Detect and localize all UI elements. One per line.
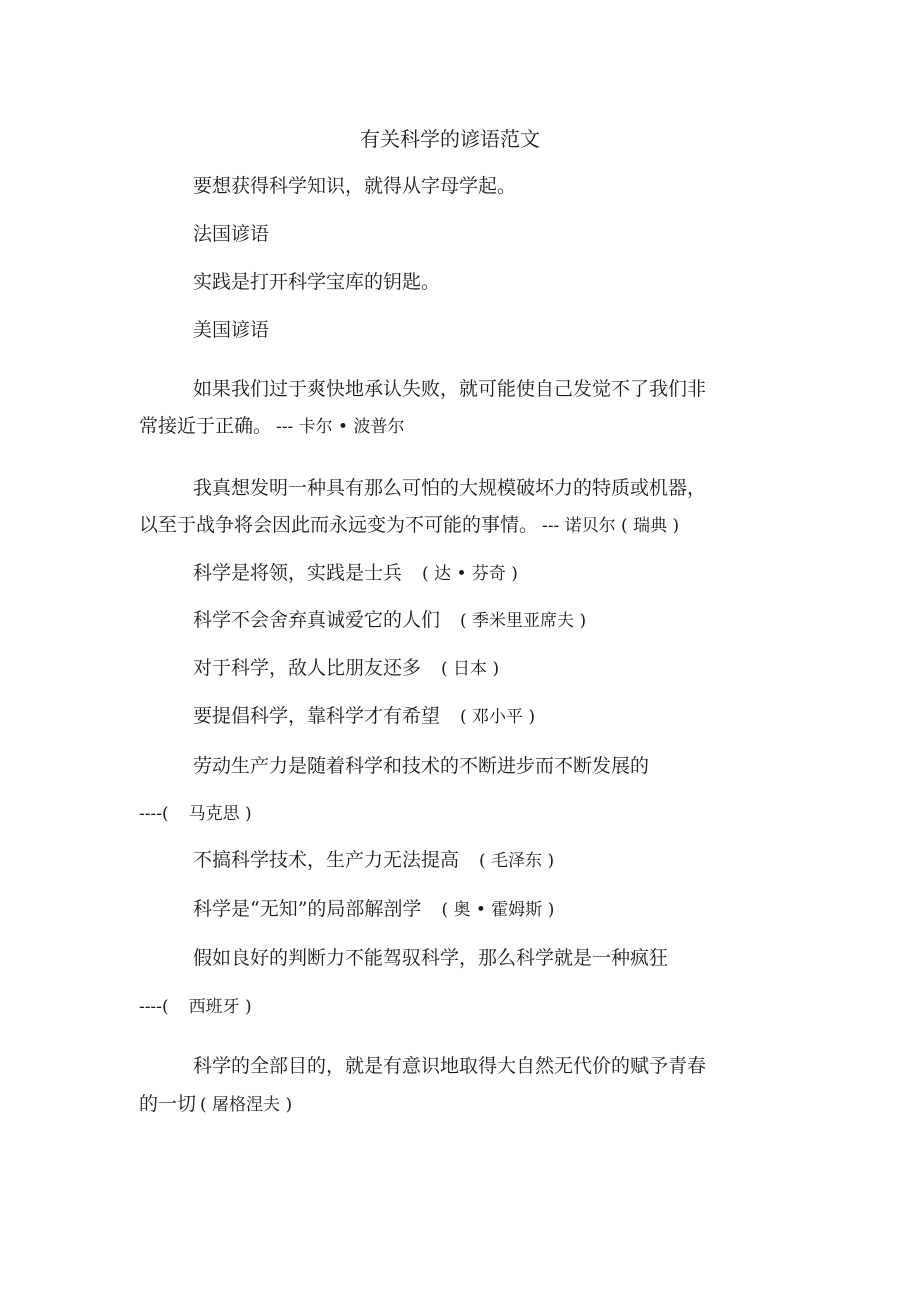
proverb-source: 法国谚语: [193, 223, 270, 245]
quote-attribution: [139, 992, 252, 1021]
attribution-dash: ----(: [139, 997, 169, 1017]
quote-text: 科学是将领，实践是士兵: [193, 562, 403, 584]
quote-line-2: [139, 511, 679, 540]
quote-text: 的一切: [139, 1093, 197, 1115]
quote-line-2: [139, 1090, 292, 1119]
quote-author: ( 毛泽东 ): [479, 851, 555, 871]
quote-line-1: 我真想发明一种具有那么可怕的大规模破坏力的特质或机器，: [193, 477, 707, 499]
proverb-text: 实践是打开科学宝库的钥匙。: [193, 271, 441, 293]
proverb-line: [193, 846, 554, 875]
proverb-line: [193, 654, 499, 683]
proverb-line: [193, 702, 535, 731]
proverb-text: 要想获得科学知识，就得从字母学起。: [193, 175, 517, 197]
proverb-source: 美国谚语: [193, 319, 270, 341]
proverb-line: [193, 606, 586, 635]
proverb-line: [193, 559, 518, 588]
quote-author: --- 诺贝尔 ( 瑞典 ): [542, 516, 680, 536]
quote-line-1: 科学的全部目的，就是有意识地取得大自然无代价的赋予青春: [193, 1055, 707, 1077]
quote-author: --- 卡尔 • 波普尔: [276, 417, 405, 437]
quote-text: 科学是“无知”的局部解剖学: [193, 898, 422, 920]
proverb-line: [193, 895, 554, 924]
document-title: 有关科学的谚语范文: [360, 127, 540, 151]
attribution-dash: ----(: [139, 804, 169, 824]
quote-author: ( 日本 ): [441, 659, 500, 679]
quote-line-2: [139, 412, 405, 441]
quote-text: 不搞科学技术，生产力无法提高: [193, 849, 460, 871]
quote-author: ( 奥 • 霍姆斯 ): [441, 900, 555, 920]
quote-author: ( 邓小平 ): [460, 707, 536, 727]
quote-text: 对于科学，敌人比朋友还多: [193, 657, 422, 679]
quote-author: 西班牙 ): [188, 997, 252, 1017]
quote-author: ( 达 • 芬奇 ): [422, 564, 518, 584]
quote-attribution: [139, 799, 252, 828]
quote-text: 劳动生产力是随着科学和技术的不断进步而不断发展的: [193, 755, 650, 777]
quote-text: 以至于战争将会因此而永远变为不可能的事情。: [139, 514, 539, 536]
quote-author: ( 季米里亚席夫 ): [460, 611, 587, 631]
quote-text: 要提倡科学，靠科学才有希望: [193, 705, 441, 727]
quote-author: ( 屠格涅夫 ): [200, 1095, 293, 1115]
quote-text: 科学不会舍弃真诚爱它的人们: [193, 609, 441, 631]
quote-line-1: 如果我们过于爽快地承认失败，就可能使自己发觉不了我们非: [193, 378, 707, 400]
quote-text: 常接近于正确。: [139, 415, 273, 437]
quote-text: 假如良好的判断力不能驾驭科学，那么科学就是一种疯狂: [193, 947, 669, 969]
quote-author: 马克思 ): [188, 804, 252, 824]
